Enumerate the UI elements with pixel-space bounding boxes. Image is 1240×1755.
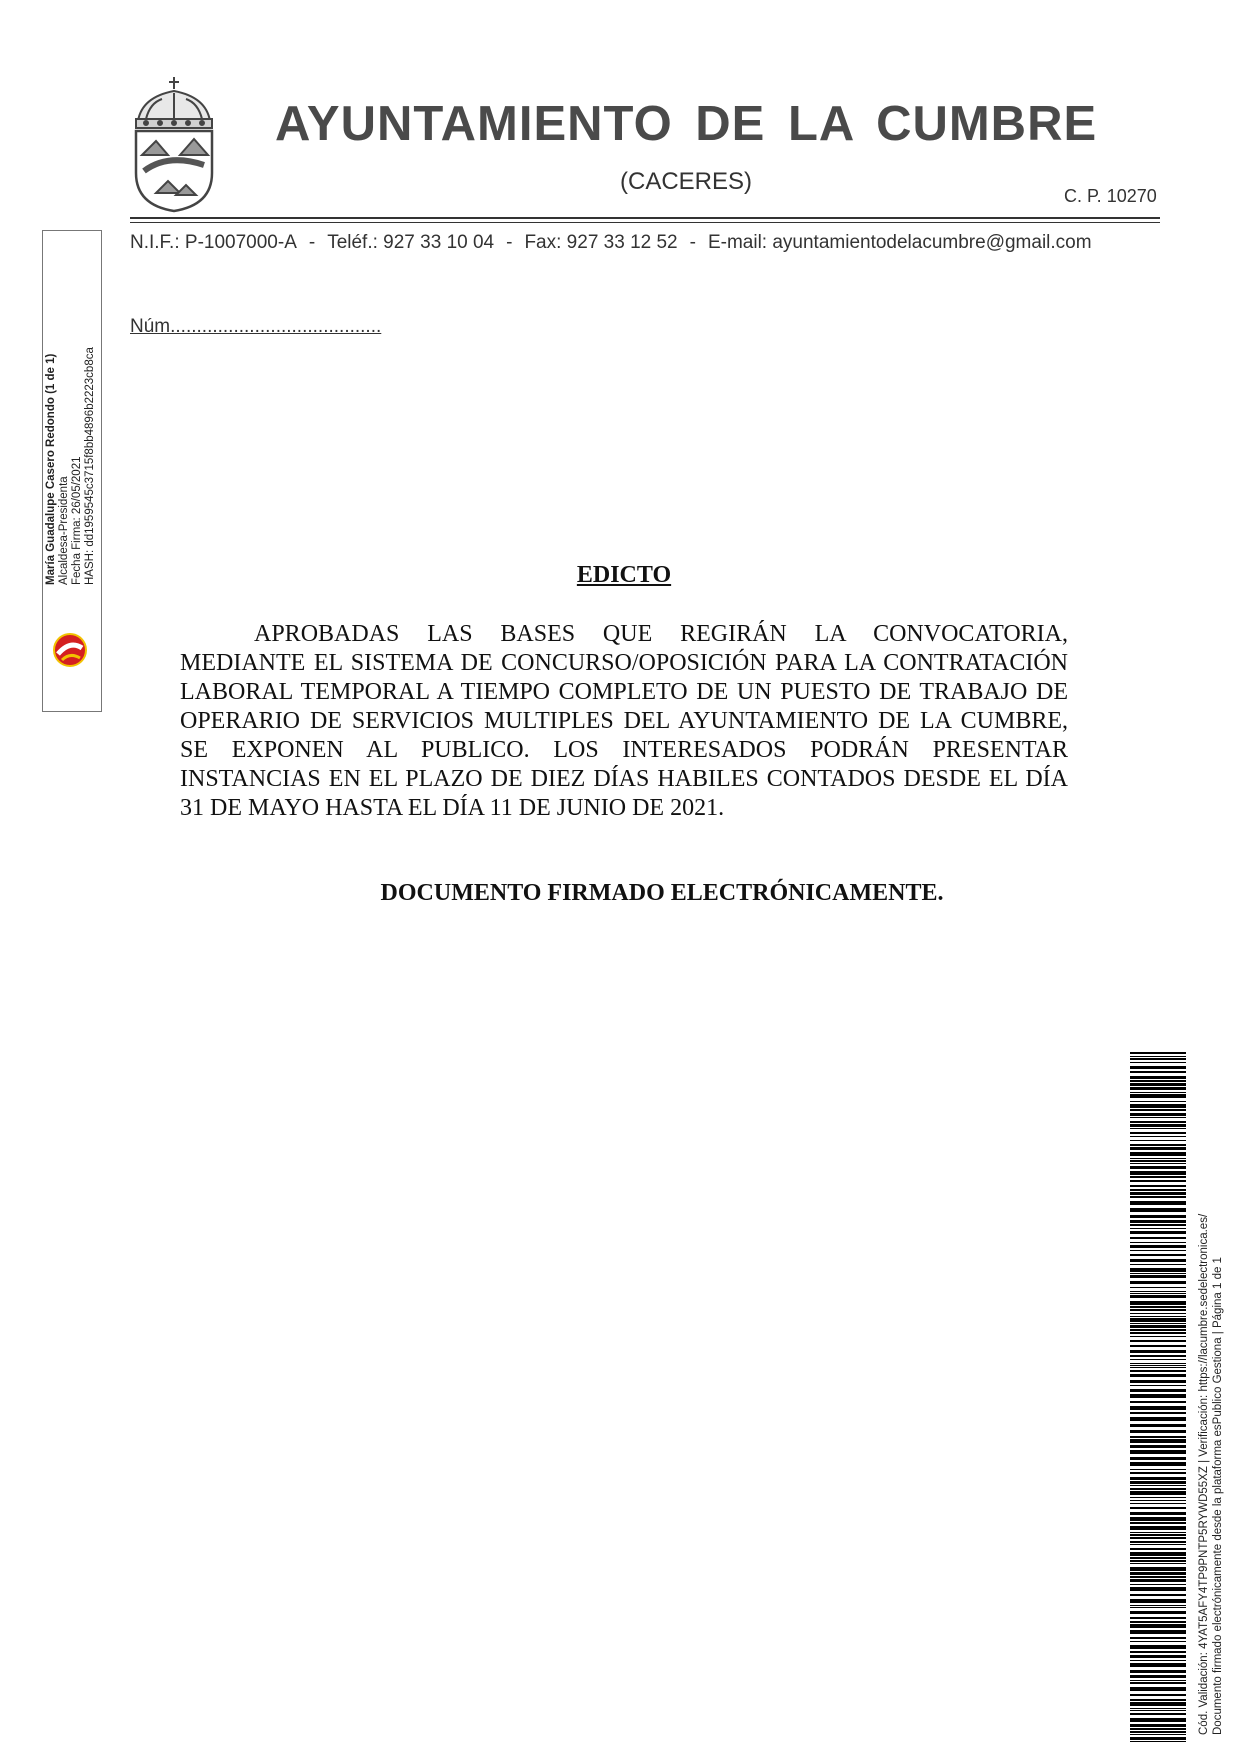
barcode-bar	[1130, 1599, 1186, 1603]
barcode-bar	[1130, 1355, 1186, 1357]
barcode-bar	[1130, 1242, 1186, 1243]
barcode-bar	[1130, 1401, 1186, 1403]
barcode-bar	[1130, 1215, 1186, 1218]
barcode-bar	[1130, 1329, 1186, 1331]
barcode-bar	[1130, 1541, 1186, 1543]
barcode-bar	[1130, 1552, 1186, 1556]
barcode-bar	[1130, 1663, 1186, 1667]
barcode-bar	[1130, 1512, 1186, 1515]
barcode-bar	[1130, 1313, 1186, 1314]
letterhead-rule-thick	[130, 217, 1160, 219]
barcode-bar	[1130, 1160, 1186, 1162]
barcode-bar	[1130, 1412, 1186, 1414]
barcode-bar	[1130, 1163, 1186, 1164]
barcode-bar	[1130, 1340, 1186, 1342]
barcode-bar	[1130, 1101, 1186, 1102]
barcode-bar	[1130, 1117, 1186, 1118]
barcode-bar	[1130, 1477, 1186, 1480]
barcode-bar	[1130, 1136, 1186, 1137]
barcode-bar	[1130, 1291, 1186, 1292]
barcode-bar	[1130, 1605, 1186, 1606]
barcode-bar	[1130, 1208, 1186, 1212]
barcode-bar	[1130, 1228, 1186, 1229]
barcode-bar	[1130, 1201, 1186, 1205]
barcode-bar	[1130, 1537, 1186, 1539]
barcode-bar	[1130, 1158, 1186, 1159]
barcode-bar	[1130, 1281, 1186, 1284]
barcode-bar	[1130, 1702, 1186, 1706]
barcode-bar	[1130, 1058, 1186, 1060]
barcode-bar	[1130, 1462, 1186, 1466]
barcode-bar	[1130, 1113, 1186, 1116]
barcode-bar	[1130, 1567, 1186, 1571]
barcode-bar	[1130, 1637, 1186, 1639]
barcode-bar	[1130, 1176, 1186, 1178]
barcode-bar	[1130, 1318, 1186, 1322]
barcode-bar	[1130, 1576, 1186, 1578]
barcode-bar	[1130, 1332, 1186, 1334]
validation-text	[1197, 1214, 1225, 1735]
barcode-bar	[1130, 1624, 1186, 1628]
letterhead-rule-thin	[130, 222, 1160, 223]
signed-note: DOCUMENTO FIRMADO ELECTRÓNICAMENTE.	[380, 880, 944, 906]
barcode-bar	[1130, 1237, 1186, 1239]
validation-code-line: Cód. Validación: 4YAT5AFY4TP9PNTP5RYWD55XZ | Verificación: https://lacumbre.sedelectronica.es/	[1198, 1213, 1210, 1735]
coat-of-arms-icon	[128, 75, 220, 215]
barcode-bar	[1130, 1617, 1186, 1619]
barcode-bar	[1130, 1469, 1186, 1470]
barcode-bar	[1130, 1424, 1186, 1427]
barcode-bar	[1130, 1488, 1186, 1490]
barcode-bar	[1130, 1370, 1186, 1372]
contact-line	[130, 232, 1092, 254]
barcode-bar	[1130, 1152, 1186, 1156]
barcode-bar	[1130, 1128, 1186, 1129]
barcode-bar	[1130, 1109, 1186, 1111]
barcode-bar	[1130, 1670, 1186, 1673]
barcode-bar	[1130, 1180, 1186, 1182]
barcode-bar	[1130, 1245, 1186, 1248]
barcode-bar	[1130, 1557, 1186, 1559]
edict-body: APROBADAS LAS BASES QUE REGIRÁN LA CONVOCATORIA, MEDIANTE EL SISTEMA DE CONCURSO/OPOSICIÓN PARA LA CONTRATACIÓN LABORAL TEMPORAL A TIEMPO COMPLETO DE UN PUESTO DE TRABAJO DE OPERARIO DE SERVICIOS MULTIPLES DEL AYUNTAMIENTO DE LA CUMBRE, SE EXPONEN AL PUBLICO. LOS INTERESADOS PODRÁN PRESENTAR INSTANCIAS EN EL PLAZO DE DIEZ DÍAS HABILES CONTADOS DESDE EL DÍA 31 DE MAYO HASTA EL DÍA 11 DE JUNIO DE 2021.	[180, 621, 1068, 821]
barcode-bar	[1130, 1687, 1186, 1691]
barcode-bar	[1130, 1594, 1186, 1596]
barcode-bar	[1130, 1268, 1186, 1272]
barcode-bar	[1130, 1132, 1186, 1134]
barcode-bar	[1130, 1345, 1186, 1347]
barcode-bar	[1130, 1363, 1186, 1364]
municipal-logo-icon	[52, 632, 88, 668]
barcode-bar	[1130, 1295, 1186, 1298]
barcode-bar	[1130, 1144, 1186, 1146]
barcode-bar	[1130, 1166, 1186, 1169]
barcode-bar	[1130, 1323, 1186, 1324]
barcode-bar	[1130, 1737, 1186, 1740]
barcode-bar	[1130, 1076, 1186, 1079]
barcode-bar	[1130, 1694, 1186, 1696]
barcode-bar	[1130, 1439, 1186, 1443]
barcode-bar	[1130, 1485, 1186, 1486]
barcode-bar	[1130, 1192, 1186, 1195]
separator: -	[308, 232, 316, 253]
barcode-bar	[1130, 1611, 1186, 1614]
separator: -	[506, 232, 513, 253]
barcode-bar	[1130, 1171, 1186, 1175]
barcode-bar	[1130, 1147, 1186, 1150]
barcode-bar	[1130, 1718, 1186, 1722]
barcode-bar	[1130, 1374, 1186, 1377]
barcode-bar	[1130, 1185, 1186, 1187]
barcode-bar	[1130, 1301, 1186, 1305]
validation-platform-line: Documento firmado electrónicamente desde la plataforma esPublico Gestiona | Página 1 de 1	[1212, 1257, 1224, 1735]
barcode-bar	[1130, 1641, 1186, 1642]
fax-text: Fax: 927 33 12 52	[524, 232, 678, 253]
barcode-bar	[1130, 1548, 1186, 1550]
barcode-bar	[1130, 1056, 1186, 1057]
barcode-bar	[1130, 1630, 1186, 1634]
barcode-bar	[1130, 1275, 1186, 1278]
barcode-bar	[1130, 1741, 1186, 1742]
barcode-bar	[1130, 1417, 1186, 1421]
barcode-bar	[1130, 1365, 1186, 1366]
barcode-bar	[1130, 1699, 1186, 1701]
barcode-bar	[1130, 1481, 1186, 1484]
barcode-bar	[1130, 1680, 1186, 1681]
signature-hash: HASH: dd1959545c3715f8bb4896b2223cb8ca	[84, 347, 96, 585]
barcode-bar	[1130, 1445, 1186, 1448]
signature-details	[45, 347, 97, 585]
signer-name: María Guadalupe Casero Redondo (1 de 1)	[45, 353, 57, 585]
barcode-bar	[1130, 1560, 1186, 1562]
barcode-icon	[1130, 1052, 1186, 1742]
barcode-bar	[1130, 1250, 1186, 1251]
barcode-bar	[1130, 1675, 1186, 1678]
barcode-bar	[1130, 1708, 1186, 1709]
barcode-bar	[1130, 1071, 1186, 1073]
postal-code: C. P. 10270	[1064, 186, 1157, 206]
barcode-bar	[1130, 1457, 1186, 1460]
barcode-bar	[1130, 1544, 1186, 1545]
organization-name: AYUNTAMIENTO DE LA CUMBRE	[275, 97, 1098, 151]
barcode-bar	[1130, 1066, 1186, 1069]
barcode-bar	[1130, 1316, 1186, 1317]
barcode-bar	[1130, 1522, 1186, 1524]
barcode-bar	[1130, 1450, 1186, 1454]
barcode-bar	[1130, 1584, 1186, 1585]
barcode-bar	[1130, 1394, 1186, 1398]
barcode-bar	[1130, 1062, 1186, 1063]
barcode-bar	[1130, 1682, 1186, 1684]
barcode-bar	[1130, 1472, 1186, 1474]
document-number-field: Núm........................................	[130, 316, 382, 337]
barcode-bar	[1130, 1094, 1186, 1098]
phone-text: Teléf.: 927 33 10 04	[327, 232, 495, 253]
barcode-bar	[1130, 1220, 1186, 1223]
barcode-bar	[1130, 1196, 1186, 1198]
barcode-bar	[1130, 1083, 1186, 1086]
barcode-bar	[1130, 1287, 1186, 1288]
barcode-bar	[1130, 1655, 1186, 1658]
barcode-bar	[1130, 1517, 1186, 1521]
barcode-bar	[1130, 1367, 1186, 1368]
barcode-bar	[1130, 1534, 1186, 1536]
barcode-bar	[1130, 1224, 1186, 1226]
barcode-bar	[1130, 1087, 1186, 1090]
barcode-bar	[1130, 1140, 1186, 1141]
separator: -	[689, 232, 696, 253]
barcode-bar	[1130, 1406, 1186, 1410]
barcode-bar	[1130, 1507, 1186, 1509]
barcode-bar	[1130, 1734, 1186, 1735]
barcode-bar	[1130, 1491, 1186, 1495]
barcode-bar	[1130, 1104, 1186, 1108]
signature-date: Fecha Firma: 26/05/2021	[71, 456, 83, 585]
barcode-bar	[1130, 1385, 1186, 1386]
barcode-bar	[1130, 1264, 1186, 1265]
barcode-bar	[1130, 1092, 1186, 1093]
barcode-bar	[1130, 1532, 1186, 1533]
nif-text: N.I.F.: P-1007000-A	[130, 232, 297, 253]
barcode-bar	[1130, 1121, 1186, 1123]
barcode-bar	[1130, 1231, 1186, 1234]
barcode-bar	[1130, 1713, 1186, 1715]
province-label: (CACERES)	[620, 168, 753, 195]
barcode-bar	[1130, 1430, 1186, 1433]
barcode-bar	[1130, 1572, 1186, 1575]
barcode-bar	[1130, 1660, 1186, 1661]
barcode-bar	[1130, 1621, 1186, 1623]
barcode-bar	[1130, 1607, 1186, 1608]
barcode-bar	[1130, 1359, 1186, 1360]
edict-title: EDICTO	[576, 562, 672, 588]
barcode-bar	[1130, 1325, 1186, 1328]
barcode-bar	[1130, 1306, 1186, 1308]
barcode-bar	[1130, 1124, 1186, 1127]
barcode-bar	[1130, 1436, 1186, 1438]
barcode-bar	[1130, 1389, 1186, 1392]
barcode-bar	[1130, 1350, 1186, 1353]
barcode-bar	[1130, 1052, 1186, 1054]
barcode-bar	[1130, 1710, 1186, 1711]
barcode-bar	[1130, 1080, 1186, 1082]
barcode-bar	[1130, 1273, 1186, 1274]
barcode-bar	[1130, 1645, 1186, 1649]
barcode-bar	[1130, 1380, 1186, 1383]
barcode-bar	[1130, 1336, 1186, 1337]
barcode-bar	[1130, 1254, 1186, 1256]
barcode-bar	[1130, 1503, 1186, 1504]
barcode-bar	[1130, 1731, 1186, 1733]
signer-role: Alcaldesa-Presidenta	[58, 476, 70, 585]
barcode-bar	[1130, 1563, 1186, 1564]
barcode-bar	[1130, 1587, 1186, 1591]
barcode-bar	[1130, 1259, 1186, 1262]
barcode-bar	[1130, 1497, 1186, 1498]
barcode-bar	[1130, 1526, 1186, 1530]
barcode-bar	[1130, 1728, 1186, 1730]
barcode-bar	[1130, 1500, 1186, 1501]
barcode-bar	[1130, 1579, 1186, 1582]
barcode-bar	[1130, 1724, 1186, 1727]
barcode-bar	[1130, 1293, 1186, 1294]
barcode-bar	[1130, 1309, 1186, 1311]
email-link[interactable]: E-mail: ayuntamientodelacumbre@gmail.com	[707, 232, 1092, 253]
barcode-bar	[1130, 1651, 1186, 1653]
barcode-bar	[1130, 1189, 1186, 1191]
